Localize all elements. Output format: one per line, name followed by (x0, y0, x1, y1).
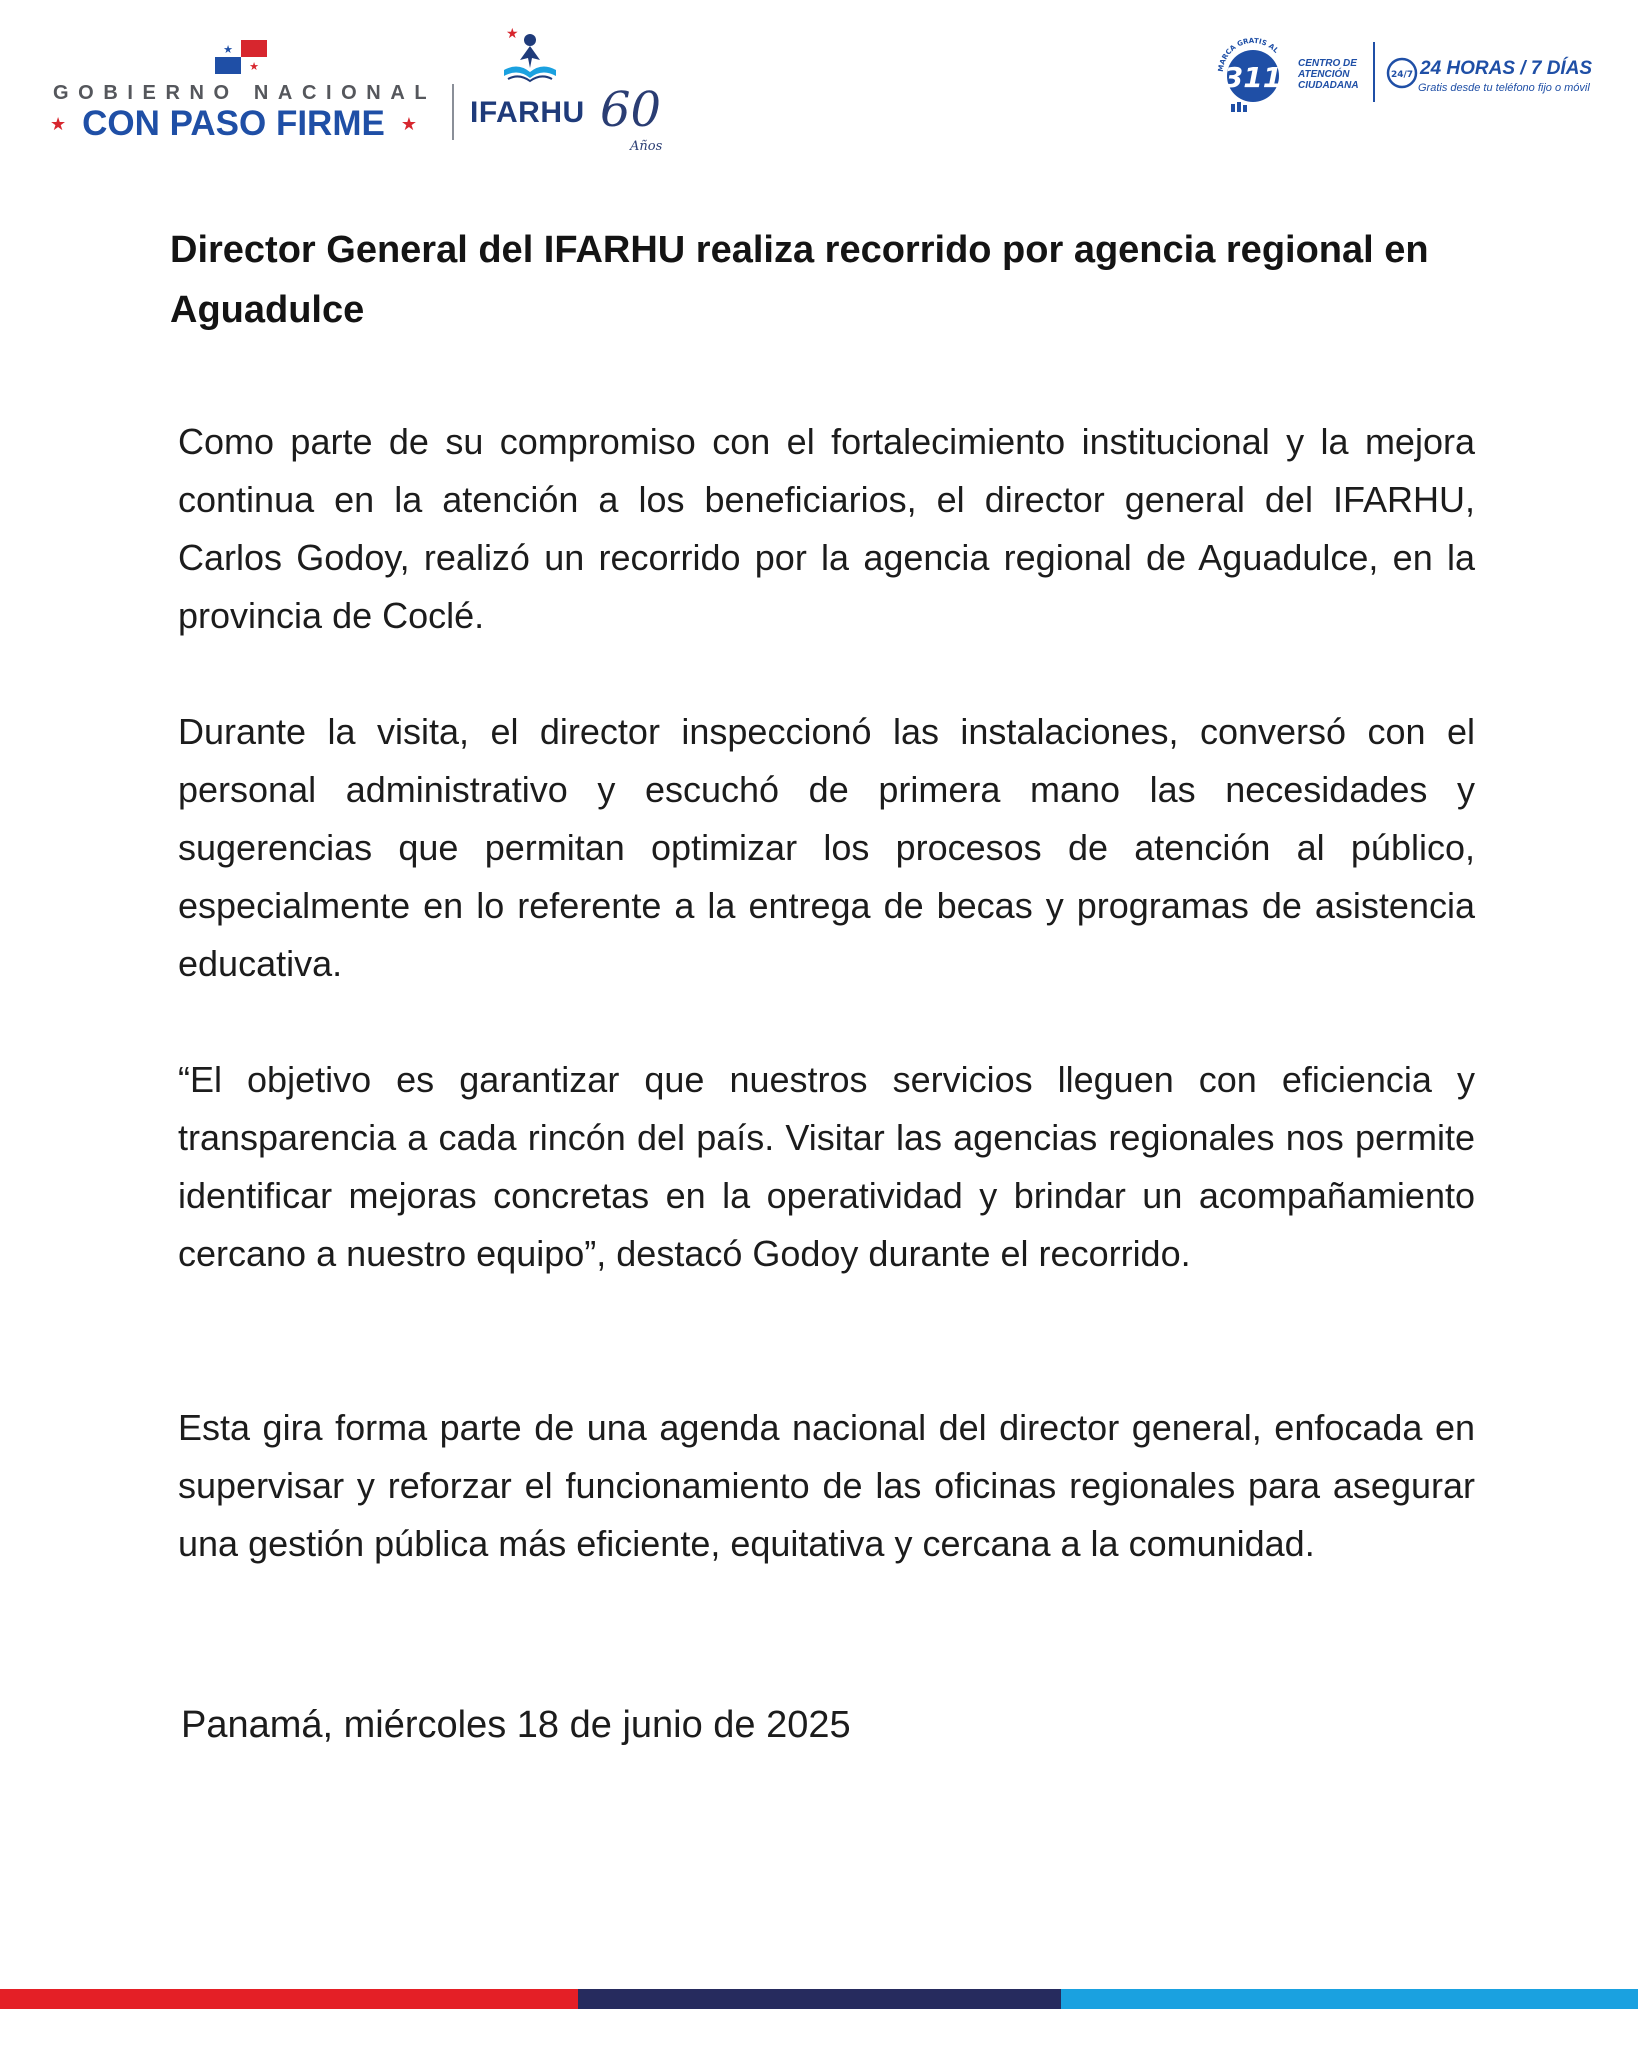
footer-color-bar (0, 1989, 1638, 2009)
svg-text:24/7: 24/7 (1390, 70, 1414, 80)
free-call-note: Gratis desde tu teléfono fijo o móvil (1418, 82, 1590, 94)
contact-divider (1373, 42, 1375, 102)
ifarhu-name: IFARHU (470, 96, 585, 129)
311-badge-icon (1217, 32, 1287, 114)
svg-text:★: ★ (506, 26, 519, 42)
star-icon: ★ (50, 113, 67, 134)
ifarhu-emblem-icon (498, 24, 558, 88)
paragraph-3-quote: “El objetivo es garantizar que nuestros servicios lleguen con eficiencia y transparencia a cada rincón del país. Visitar las agencias regionales nos permite identificar mejoras concretas en la operatividad y brindar un acompañamiento cercano a nuestro equipo”, destacó Godoy durante el recorrido. (178, 1059, 1475, 1274)
ifarhu-logo (470, 24, 670, 154)
gobierno-nacional-label: GOBIERNO NACIONAL (53, 82, 437, 104)
paragraph-2: Durante la visita, el director inspeccionó las instalaciones, conversó con el personal administrativo y escuchó de primera mano las necesidades y sugerencias que permitan optimizar los procesos de atención al público, especialmente en lo referente a la entrega de becas y programas de asistencia educativa. (178, 711, 1475, 984)
star-icon: ★ (400, 113, 417, 134)
footer-blue-segment (1061, 1989, 1638, 2009)
svg-text:311: 311 (1223, 61, 1283, 94)
centro-atencion-ciudadana-logo (1215, 30, 1615, 120)
footer-red-segment (0, 1989, 578, 2009)
con-paso-firme-label (50, 104, 435, 144)
ifarhu-60-anniversary: 60 (600, 82, 662, 138)
svg-text:★: ★ (223, 43, 233, 56)
header-divider (452, 84, 454, 140)
dateline: Panamá, miércoles 18 de junio de 2025 (181, 1704, 851, 1746)
clock-icon (1385, 56, 1419, 90)
service-hours: 24 HORAS / 7 DÍAS (1420, 58, 1593, 79)
ifarhu-anniversary-label: Años (630, 139, 663, 154)
con-paso-firme-text: CON PASO FIRME (82, 104, 385, 143)
footer-navy-segment (578, 1989, 1061, 2009)
centro-atencion-label: CENTRO DE ATENCIÓN CIUDADANA (1298, 58, 1359, 91)
svg-text:★: ★ (249, 60, 259, 73)
svg-text:MARCA GRATIS AL: MARCA GRATIS AL (1217, 36, 1280, 73)
gobierno-nacional-logo (50, 36, 450, 146)
panama-flag-icon (215, 40, 267, 74)
paragraph-1: Como parte de su compromiso con el fortalecimiento institucional y la mejora continua en la atención a los beneficiarios, el director general del IFARHU, Carlos Godoy, realizó un recorrido por la agencia regional de Aguadulce, en la provincia de Coclé. (178, 421, 1475, 636)
press-release-headline: Director General del IFARHU realiza recorrido por agencia regional en Aguadulce (170, 229, 1429, 331)
paragraph-4: Esta gira forma parte de una agenda nacional del director general, enfocada en supervisar y reforzar el funcionamiento de las oficinas regionales para asegurar una gestión pública más eficiente, equitativa y cercana a la comunidad. (178, 1407, 1475, 1564)
